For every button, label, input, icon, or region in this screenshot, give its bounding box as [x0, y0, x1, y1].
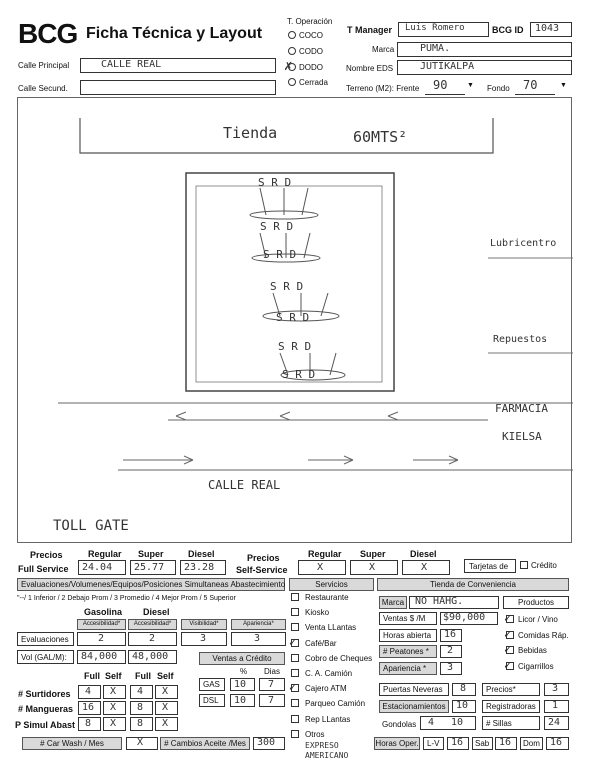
- nombre-eds-value: JUTIKALPA: [420, 61, 475, 72]
- option-label: CODO: [299, 47, 323, 56]
- servicio-checkbox[interactable]: [291, 730, 299, 738]
- t-operacion-label: T. Operación: [287, 17, 333, 26]
- cambios-label: # Cambios Aceite /Mes: [160, 737, 250, 750]
- calle-secund-label: Calle Secund.: [18, 84, 68, 93]
- lv-label: L-V: [427, 739, 440, 748]
- credito-label: Crédito: [531, 561, 557, 570]
- layout-sketch-area: [17, 97, 572, 543]
- tarjetas-label: Tarjetas de: [469, 562, 509, 571]
- estacionamientos-value: 10: [456, 700, 469, 711]
- gas-pct-value: 10: [234, 679, 247, 690]
- self-super-header: Super: [360, 549, 386, 559]
- gasolina-label: Gasolina: [84, 607, 123, 617]
- ventas-value: $90,000: [443, 612, 486, 623]
- peatones-value: 2: [447, 645, 454, 656]
- credito-checkbox[interactable]: [520, 561, 528, 569]
- psimul-value: 8: [137, 718, 144, 729]
- calle-principal-label: Calle Principal: [18, 61, 70, 70]
- sillas-field[interactable]: [544, 716, 569, 730]
- horas-label: Horas abierta: [383, 631, 432, 640]
- marca-value: PUMA.: [420, 43, 451, 54]
- psimul-label: P Simul Abast: [15, 720, 76, 730]
- servicio-label: Café/Bar: [305, 638, 337, 648]
- self-service-label: Self-Service: [236, 565, 288, 575]
- mangueras-value: X: [162, 702, 169, 713]
- full-diesel-field[interactable]: [180, 560, 226, 575]
- self-diesel-value: X: [421, 562, 428, 573]
- dsl-pct-value: 10: [234, 695, 247, 706]
- evaluaciones-label: Evaluaciones: [21, 635, 69, 644]
- check-mark-icon: ✓: [504, 642, 512, 656]
- servicio-checkbox[interactable]: [291, 715, 299, 723]
- mangueras-cell[interactable]: [130, 701, 153, 715]
- surtidores-value: 4: [137, 686, 144, 697]
- fondo-field[interactable]: [515, 80, 555, 95]
- gas-label-box: [199, 678, 225, 691]
- full-header: Full: [135, 671, 151, 681]
- dias-label: Dias: [264, 667, 281, 676]
- servicio-label: Restaurante: [305, 593, 349, 602]
- apariencia-value: 3: [254, 633, 261, 644]
- vol-label-box: [17, 650, 74, 664]
- toll-gate-label: TOLL GATE: [53, 518, 129, 534]
- self-header: Self: [157, 671, 174, 681]
- sab-label: Sab: [475, 739, 490, 748]
- gondolas-value-2: 10: [451, 717, 464, 728]
- servicio-checkbox[interactable]: [291, 669, 299, 677]
- vol-diesel-field[interactable]: [128, 650, 177, 664]
- dsl-pct-field[interactable]: [230, 694, 255, 707]
- regular-label: Regular: [88, 549, 122, 559]
- tienda-label: Tienda: [223, 124, 278, 142]
- full-header: Full: [84, 671, 100, 681]
- radio-cerrada[interactable]: [288, 78, 296, 86]
- dom-label: Dom: [523, 739, 540, 748]
- apariencia-tienda-label: Apariencia *: [379, 662, 437, 675]
- surtidores-value: X: [162, 686, 169, 697]
- surtidores-cell[interactable]: [78, 685, 101, 699]
- self-diesel-field[interactable]: [402, 560, 450, 575]
- radio-coco[interactable]: [288, 31, 296, 39]
- estacionamientos-label: Estacionamientos: [379, 700, 449, 713]
- visibilidad-value: 3: [200, 633, 207, 644]
- horas-value: 16: [444, 629, 457, 640]
- gas-dias-field[interactable]: [259, 678, 285, 691]
- registradoras-field[interactable]: [544, 700, 569, 713]
- registradoras-value: 1: [552, 700, 559, 711]
- gas-pct-field[interactable]: [230, 678, 255, 691]
- marca-tienda-value: NO HAHG.: [415, 596, 464, 607]
- lv-value: 16: [451, 737, 464, 748]
- nombre-eds-field[interactable]: [397, 60, 572, 75]
- self-diesel-header: Diesel: [410, 549, 437, 559]
- island-row: S R D: [278, 340, 312, 353]
- psimul-cell[interactable]: [155, 717, 178, 731]
- dsl-dias-value: 7: [268, 695, 275, 706]
- dsl-dias-field[interactable]: [259, 694, 285, 707]
- marca-tienda-field[interactable]: [409, 596, 499, 609]
- servicio-label: Kiosko: [305, 608, 330, 618]
- mangueras-cell[interactable]: [155, 701, 178, 715]
- chevron-down-icon[interactable]: ▼: [467, 82, 474, 89]
- producto-label: Comidas Ráp.: [518, 630, 569, 640]
- option-label: COCO: [299, 31, 323, 40]
- lubricentro-label: Lubricentro: [490, 238, 557, 249]
- surtidores-value: 4: [85, 686, 92, 697]
- psimul-cell[interactable]: [130, 717, 153, 731]
- super-label: Super: [138, 549, 164, 559]
- frente-field[interactable]: [425, 80, 465, 95]
- sab-field[interactable]: [495, 737, 517, 750]
- marca-tienda-label: Marca: [379, 596, 407, 609]
- island-row: S R D: [260, 220, 294, 233]
- servicio-label: Cajero ATM: [305, 684, 347, 694]
- psimul-value: X: [110, 718, 117, 729]
- puertas-field[interactable]: [452, 683, 476, 696]
- gondolas-value: 4: [428, 717, 435, 728]
- surtidores-cell[interactable]: [130, 685, 153, 699]
- servicio-label: Venta LLantas: [305, 623, 357, 633]
- dom-label-box: [520, 737, 543, 750]
- form-title: Ficha Técnica y Layout: [86, 25, 263, 42]
- full-super-field[interactable]: [130, 560, 176, 575]
- sab-label-box: [472, 737, 493, 750]
- fondo-value: 70: [523, 78, 538, 92]
- self-regular-value: X: [317, 562, 324, 573]
- gas-label: GAS: [203, 680, 220, 689]
- mangueras-value: 16: [82, 702, 95, 713]
- psimul-value: 8: [85, 718, 92, 729]
- precios-self-label: Precios: [247, 553, 280, 563]
- estacionamientos-field[interactable]: [452, 700, 476, 713]
- island-row: S R D: [270, 280, 304, 293]
- check-mark-icon: ✓: [504, 657, 512, 672]
- dodo-check-mark: ✗: [284, 58, 294, 74]
- full-service-label: Full Service: [18, 564, 69, 574]
- accesibilidad-header: Accesibilidad*: [77, 619, 126, 630]
- vol-label: Vol (GAL/M):: [21, 653, 67, 662]
- radio-codo[interactable]: [288, 47, 296, 55]
- kielsa-label: KIELSA: [502, 430, 542, 443]
- sab-value: 16: [499, 737, 512, 748]
- gondolas-label: Gondolas: [382, 720, 417, 729]
- chevron-down-icon[interactable]: ▼: [560, 82, 567, 89]
- precios-tienda-label: Precios*: [486, 685, 516, 694]
- self-super-value: X: [369, 562, 376, 573]
- eval-gas-value: 2: [98, 633, 105, 644]
- pct-label: %: [240, 667, 248, 676]
- servicio-checkbox[interactable]: [291, 593, 299, 601]
- car-wash-field[interactable]: [126, 737, 158, 750]
- calle-principal-field[interactable]: [80, 58, 276, 73]
- self-super-field[interactable]: [350, 560, 398, 575]
- apariencia-field[interactable]: [231, 632, 286, 646]
- apariencia-tienda-field[interactable]: [440, 662, 462, 675]
- evaluation-scale: "--/ 1 Inferior / 2 Debajo Prom / 3 Promedio / 4 Mejor Prom / 5 Superior: [17, 595, 236, 602]
- option-label: DODO: [299, 63, 323, 72]
- bcg-id-label: BCG ID: [492, 25, 524, 35]
- t-manager-value: Luis Romero: [405, 23, 465, 33]
- evaluaciones-section-title: Evaluaciones/Volumenes/Equipos/Posiciones Simultaneas Abastecimiento: [17, 578, 285, 591]
- producto-label: Cigarrillos: [518, 661, 554, 671]
- servicio-checkbox[interactable]: [291, 699, 299, 707]
- precios-tienda-label-box: [482, 683, 540, 696]
- check-mark-icon: ✓: [289, 634, 297, 649]
- vol-diesel-value: 48,000: [132, 651, 169, 662]
- dom-field[interactable]: [546, 737, 569, 750]
- puertas-label-box: [379, 683, 449, 696]
- full-regular-field[interactable]: [78, 560, 126, 575]
- frente-value: 90: [433, 78, 448, 92]
- t-manager-label: T Manager: [347, 25, 393, 35]
- productos-label: Productos: [518, 598, 555, 607]
- bcg-id-field[interactable]: [530, 22, 572, 37]
- visibilidad-header: Visibilidad*: [181, 619, 227, 630]
- accesibilidad-diesel-header: Accesibilidad*: [128, 619, 177, 630]
- lv-label-box: [423, 737, 444, 750]
- precios-tienda-field[interactable]: [544, 683, 569, 696]
- check-mark-icon: ✓: [289, 680, 297, 695]
- puertas-value: 8: [460, 683, 467, 694]
- vol-gas-value: 84,000: [81, 651, 118, 662]
- full-super-value: 25.77: [134, 562, 165, 573]
- island-row: S R D: [276, 311, 310, 324]
- cambios-value: 300: [257, 737, 276, 748]
- sillas-label-box: [482, 716, 540, 730]
- eval-diesel-field[interactable]: [128, 632, 177, 646]
- registradoras-label: Registradoras: [486, 702, 536, 711]
- psimul-cell[interactable]: [78, 717, 101, 731]
- self-header: Self: [105, 671, 122, 681]
- diesel-label: Diesel: [188, 549, 215, 559]
- surtidores-cell[interactable]: [103, 685, 126, 699]
- calle-principal-value: CALLE REAL: [101, 59, 162, 70]
- horas-field[interactable]: [440, 629, 462, 642]
- psimul-cell[interactable]: [103, 717, 126, 731]
- island-row: S R D: [263, 248, 297, 261]
- mangueras-value: X: [110, 702, 117, 713]
- calle-secund-field[interactable]: [80, 80, 276, 95]
- servicio-checkbox[interactable]: [291, 623, 299, 631]
- terreno-label: Terreno (M2): Frente: [346, 84, 420, 93]
- cambios-field[interactable]: [253, 737, 285, 750]
- gas-dias-value: 7: [268, 679, 275, 690]
- marca-field[interactable]: [397, 42, 572, 57]
- evaluaciones-label-box: [17, 632, 74, 646]
- sillas-value: 24: [548, 717, 561, 728]
- horas-label-box: [379, 629, 437, 642]
- productos-label-box: [503, 596, 569, 609]
- vol-gas-field[interactable]: [77, 650, 126, 664]
- apariencia-tienda-value: 3: [447, 662, 454, 673]
- calle-real-label: CALLE REAL: [208, 478, 281, 492]
- dsl-label: DSL: [203, 696, 219, 705]
- producto-label: Bebidas: [518, 646, 547, 655]
- precios-full-label: Precios: [30, 550, 63, 560]
- t-manager-field[interactable]: [398, 22, 489, 37]
- servicio-label: Otros: [305, 729, 325, 739]
- marca-label: Marca: [372, 45, 395, 54]
- surtidores-cell[interactable]: [155, 685, 178, 699]
- full-regular-value: 24.04: [82, 562, 113, 573]
- car-wash-value: X: [137, 737, 144, 748]
- producto-label: Licor / Vino: [518, 615, 558, 624]
- ventas-field[interactable]: [440, 612, 498, 625]
- full-diesel-value: 23.28: [184, 562, 215, 573]
- servicio-label: Cobro de Cheques: [305, 653, 373, 663]
- peatones-field[interactable]: [440, 645, 462, 658]
- otros-value: EXPRESO AMERICANO: [305, 741, 349, 760]
- registradoras-label-box: [482, 700, 540, 713]
- gondolas-field[interactable]: [420, 716, 476, 730]
- servicio-label: Parqueo Camión: [305, 699, 366, 709]
- servicio-checkbox[interactable]: [291, 608, 299, 616]
- bcg-id-value: 1043: [535, 23, 560, 34]
- check-mark-icon: ✓: [504, 611, 512, 625]
- nombre-eds-label: Nombre EDS: [346, 64, 394, 73]
- mangueras-label: # Mangueras: [18, 704, 74, 714]
- lv-field[interactable]: [447, 737, 469, 750]
- peatones-label: # Peatones *: [379, 645, 437, 658]
- puertas-label: Puertas Neveras: [383, 685, 443, 694]
- servicios-title: Servicios: [289, 578, 374, 591]
- eval-gas-field[interactable]: [77, 632, 126, 646]
- island-row: S R D: [258, 176, 292, 189]
- option-label: Cerrada: [299, 78, 328, 87]
- tienda-title: Tienda de Conveniencia: [377, 578, 569, 591]
- tarjetas-label-box: [464, 559, 516, 573]
- servicio-label: Rep LLantas: [305, 714, 351, 724]
- check-mark-icon: ✓: [504, 626, 512, 641]
- island-row: S R D: [282, 368, 316, 381]
- mangueras-cell[interactable]: [103, 701, 126, 715]
- visibilidad-field[interactable]: [181, 632, 227, 646]
- servicio-label: C. A. Camión: [305, 669, 353, 678]
- apariencia-header: Apariencia*: [231, 619, 286, 630]
- dom-value: 16: [550, 737, 563, 748]
- farmacia-label: FARMACIA: [495, 402, 548, 415]
- ventas-credito-title: Ventas a Crédito: [199, 652, 285, 665]
- horas-oper-label: Horas Oper.: [375, 739, 419, 748]
- bcg-logo: BCG: [18, 18, 78, 49]
- diesel-eval-label: Diesel: [143, 607, 170, 617]
- self-regular-header: Regular: [308, 549, 342, 559]
- sillas-label: # Sillas: [486, 719, 512, 728]
- surtidores-value: X: [110, 686, 117, 697]
- eval-diesel-value: 2: [149, 633, 156, 644]
- mangueras-cell[interactable]: [78, 701, 101, 715]
- mangueras-value: 8: [137, 702, 144, 713]
- surtidores-label: # Surtidores: [18, 689, 71, 699]
- precios-tienda-value: 3: [552, 683, 559, 694]
- servicio-checkbox[interactable]: [291, 654, 299, 662]
- fondo-label: Fondo: [487, 84, 510, 93]
- tienda-size-label: 60MTS²: [353, 128, 408, 146]
- psimul-value: X: [162, 718, 169, 729]
- ventas-label-box: [379, 612, 437, 625]
- repuestos-label: Repuestos: [493, 334, 548, 345]
- dsl-label-box: [199, 694, 225, 707]
- car-wash-label: # Car Wash / Mes: [22, 737, 122, 750]
- ventas-label: Ventas $ /M: [383, 614, 426, 623]
- self-regular-field[interactable]: [298, 560, 346, 575]
